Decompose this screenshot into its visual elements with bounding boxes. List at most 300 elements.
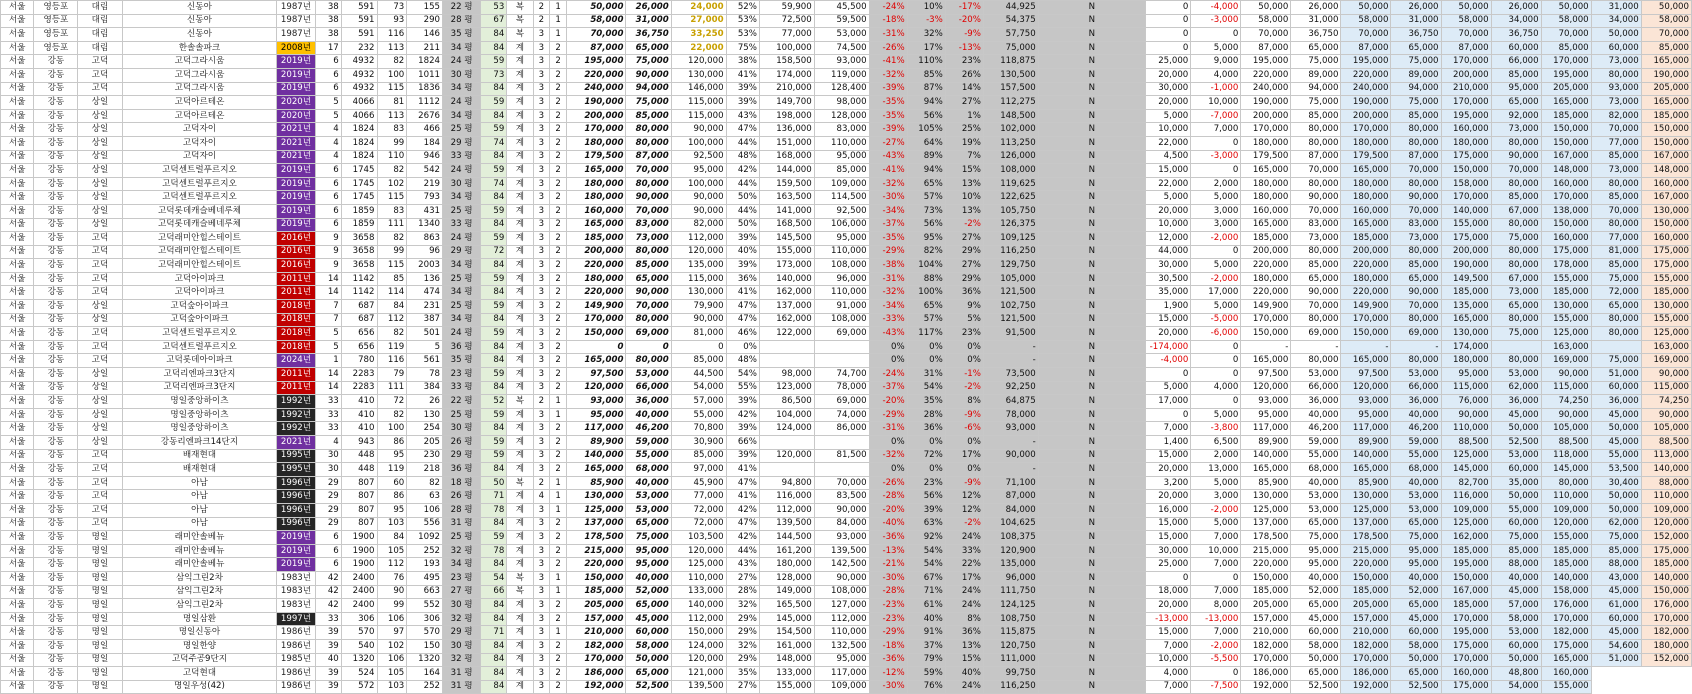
table-cell[interactable]: 2 xyxy=(550,653,567,667)
table-cell[interactable]: N xyxy=(1038,109,1145,123)
table-cell[interactable]: 22,000 xyxy=(671,41,726,55)
table-cell[interactable]: 180,000 xyxy=(1641,639,1691,653)
table-cell[interactable]: 서울 xyxy=(1,395,34,409)
table-cell[interactable]: 130 xyxy=(407,408,443,422)
table-cell[interactable]: 125,000 xyxy=(1441,517,1491,531)
table-cell[interactable]: 85,000 xyxy=(814,164,869,178)
table-cell[interactable]: 68,000 xyxy=(626,463,671,477)
table-cell[interactable]: 58,000 xyxy=(626,639,671,653)
table-cell[interactable]: 서울 xyxy=(1,164,34,178)
table-cell[interactable]: 90,000 xyxy=(983,449,1038,463)
table-cell[interactable]: 0 xyxy=(1146,41,1191,55)
table-cell[interactable]: 182,000 xyxy=(1541,626,1591,640)
table-cell[interactable]: 57% xyxy=(907,191,945,205)
table-cell[interactable]: 863 xyxy=(407,232,443,246)
table-cell[interactable]: 20,000 xyxy=(1146,327,1191,341)
table-cell[interactable]: 계 xyxy=(507,286,533,300)
table-cell[interactable]: 44% xyxy=(726,204,759,218)
table-cell[interactable]: 69,000 xyxy=(1291,327,1341,341)
table-cell[interactable]: 88,000 xyxy=(1641,476,1691,490)
table-cell[interactable]: 36,000 xyxy=(1591,395,1641,409)
table-cell[interactable]: 2 xyxy=(550,680,567,694)
table-cell[interactable]: 125,000 xyxy=(1441,449,1491,463)
table-cell[interactable]: 5,000 xyxy=(1191,476,1241,490)
table-cell[interactable]: 24% xyxy=(945,680,983,694)
table-cell[interactable]: 34 평 xyxy=(443,191,481,205)
table-cell[interactable]: -2,000 xyxy=(1191,232,1241,246)
table-cell[interactable]: 84 xyxy=(481,517,507,531)
table-cell[interactable]: 170,000 xyxy=(566,313,626,327)
table-cell[interactable]: 1320 xyxy=(341,653,377,667)
table-cell[interactable]: 2 xyxy=(533,395,550,409)
table-cell[interactable]: 136,000 xyxy=(759,123,814,137)
table-cell[interactable]: 146 xyxy=(407,28,443,42)
table-cell[interactable]: 230 xyxy=(407,449,443,463)
table-cell[interactable]: 77,000 xyxy=(1591,232,1641,246)
table-cell[interactable]: 강동 xyxy=(34,558,78,572)
table-cell[interactable]: 41% xyxy=(726,463,759,477)
table-cell[interactable]: -1,000 xyxy=(1191,82,1241,96)
table-cell[interactable]: -37% xyxy=(869,218,907,232)
table-cell[interactable]: 25 평 xyxy=(443,123,481,137)
table-cell[interactable]: 133,000 xyxy=(671,585,726,599)
table-cell[interactable]: 122,000 xyxy=(759,327,814,341)
table-cell[interactable]: 40,000 xyxy=(1391,476,1441,490)
table-cell[interactable]: 35 평 xyxy=(443,28,481,42)
table-cell[interactable]: 75,000 xyxy=(1291,531,1341,545)
table-cell[interactable]: 강동 xyxy=(34,177,78,191)
table-cell[interactable]: 강동 xyxy=(34,109,78,123)
table-cell[interactable]: 46,200 xyxy=(1391,422,1441,436)
table-cell[interactable]: 24% xyxy=(945,531,983,545)
table-cell[interactable]: 75,000 xyxy=(1391,531,1441,545)
table-cell[interactable]: 계 xyxy=(507,96,533,110)
table-cell[interactable]: 32 평 xyxy=(443,612,481,626)
table-cell[interactable]: 3 xyxy=(533,585,550,599)
table-cell[interactable]: 149,900 xyxy=(566,300,626,314)
table-cell[interactable]: 84 xyxy=(481,259,507,273)
table-cell[interactable]: 95,000 xyxy=(814,653,869,667)
table-cell[interactable]: 180,000 xyxy=(1341,177,1391,191)
table-cell[interactable]: 고덕자이 xyxy=(122,123,277,137)
table-cell[interactable]: 서울 xyxy=(1,558,34,572)
table-cell[interactable]: 102 xyxy=(377,177,407,191)
table-cell[interactable]: 47% xyxy=(726,313,759,327)
table-cell[interactable]: 5 xyxy=(315,96,341,110)
table-cell[interactable]: 42% xyxy=(726,531,759,545)
table-cell[interactable]: 고덕 xyxy=(78,340,122,354)
table-cell[interactable]: 70,000 xyxy=(626,300,671,314)
table-cell[interactable]: 79 xyxy=(377,368,407,382)
table-cell[interactable]: 220,000 xyxy=(566,558,626,572)
table-cell[interactable]: 74 xyxy=(481,136,507,150)
table-cell[interactable]: 86 xyxy=(377,436,407,450)
table-cell[interactable]: 50,000 xyxy=(1591,28,1641,42)
table-cell[interactable]: 27,000 xyxy=(671,14,726,28)
table-cell[interactable]: 2016년 xyxy=(277,232,315,246)
table-cell[interactable]: 76% xyxy=(907,680,945,694)
table-cell[interactable]: 178,000 xyxy=(1541,259,1591,273)
table-cell[interactable]: 165,000 xyxy=(566,218,626,232)
table-cell[interactable]: 73,000 xyxy=(1291,232,1341,246)
table-cell[interactable]: 165,000 xyxy=(1241,164,1291,178)
table-cell[interactable]: 0 xyxy=(1191,245,1241,259)
table-cell[interactable]: 29 xyxy=(315,503,341,517)
table-cell[interactable]: 53,000 xyxy=(1291,503,1341,517)
table-cell[interactable]: 20,000 xyxy=(1146,68,1191,82)
table-cell[interactable]: 73% xyxy=(907,204,945,218)
table-cell[interactable]: 3,000 xyxy=(1191,218,1241,232)
table-cell[interactable]: 3 xyxy=(533,177,550,191)
table-cell[interactable]: 76 xyxy=(377,571,407,585)
table-cell[interactable]: 466 xyxy=(407,123,443,137)
table-cell[interactable]: 2019년 xyxy=(277,177,315,191)
table-cell[interactable]: 2 xyxy=(550,164,567,178)
table-cell[interactable]: 강동 xyxy=(34,408,78,422)
table-cell[interactable]: 26% xyxy=(945,68,983,82)
table-cell[interactable]: 2 xyxy=(550,544,567,558)
table-cell[interactable]: 174,000 xyxy=(1441,340,1491,354)
table-cell[interactable]: 1900 xyxy=(341,531,377,545)
table-cell[interactable]: 120,000 xyxy=(671,245,726,259)
table-cell[interactable]: 17% xyxy=(945,449,983,463)
table-cell[interactable]: 강동 xyxy=(34,626,78,640)
table-cell[interactable]: 32 평 xyxy=(443,653,481,667)
table-cell[interactable]: N xyxy=(1038,585,1145,599)
table-cell[interactable]: 111 xyxy=(377,218,407,232)
table-cell[interactable]: 14 xyxy=(315,381,341,395)
table-cell[interactable]: N xyxy=(1038,571,1145,585)
table-cell[interactable]: 141,000 xyxy=(759,204,814,218)
table-cell[interactable]: 3 xyxy=(533,463,550,477)
table-cell[interactable]: 서울 xyxy=(1,612,34,626)
table-cell[interactable]: 1836 xyxy=(407,82,443,96)
table-cell[interactable]: 1340 xyxy=(407,218,443,232)
table-cell[interactable]: 105 xyxy=(377,667,407,681)
table-cell[interactable]: 150,000 xyxy=(1241,327,1291,341)
table-cell[interactable]: 93,000 xyxy=(1341,395,1391,409)
table-cell[interactable]: 15,000 xyxy=(1146,164,1191,178)
table-cell[interactable]: 79% xyxy=(907,653,945,667)
table-cell[interactable]: 170,000 xyxy=(1441,653,1491,667)
table-cell[interactable]: 10,000 xyxy=(1191,544,1241,558)
table-cell[interactable]: 2,000 xyxy=(1191,449,1241,463)
table-cell[interactable]: 59 xyxy=(481,449,507,463)
table-cell[interactable]: 삼익그린2차 xyxy=(122,571,277,585)
table-cell[interactable]: 래미안솔베뉴 xyxy=(122,558,277,572)
table-cell[interactable]: -3,000 xyxy=(1191,150,1241,164)
table-cell[interactable]: 46,200 xyxy=(626,422,671,436)
table-cell[interactable]: 31 평 xyxy=(443,667,481,681)
table-cell[interactable]: 155,000 xyxy=(1441,218,1491,232)
table-cell[interactable]: 175,000 xyxy=(1641,544,1691,558)
table-cell[interactable]: 2 xyxy=(550,667,567,681)
table-cell[interactable]: 74 xyxy=(481,177,507,191)
table-cell[interactable]: 1 xyxy=(315,354,341,368)
table-cell[interactable]: 7 xyxy=(315,313,341,327)
table-cell[interactable]: 170,000 xyxy=(1541,55,1591,69)
table-cell[interactable]: 74,250 xyxy=(1541,395,1591,409)
table-cell[interactable]: 6 xyxy=(315,68,341,82)
table-cell[interactable]: 54,000 xyxy=(1491,680,1541,694)
table-cell[interactable]: 70,000 xyxy=(1291,204,1341,218)
table-cell[interactable]: 53,000 xyxy=(1391,490,1441,504)
table-cell[interactable]: 14 xyxy=(315,272,341,286)
table-cell[interactable]: 109,125 xyxy=(983,232,1038,246)
table-cell[interactable]: 85,900 xyxy=(1241,476,1291,490)
table-cell[interactable]: 93,000 xyxy=(814,55,869,69)
table-cell[interactable]: -36% xyxy=(869,653,907,667)
table-cell[interactable]: 2019년 xyxy=(277,191,315,205)
table-cell[interactable]: 175,000 xyxy=(1441,639,1491,653)
table-cell[interactable]: 2 xyxy=(550,368,567,382)
table-cell[interactable]: 60,000 xyxy=(1591,612,1641,626)
table-cell[interactable]: 145,500 xyxy=(759,232,814,246)
table-cell[interactable]: 175,000 xyxy=(1441,150,1491,164)
table-cell[interactable]: 33 xyxy=(315,612,341,626)
table-cell[interactable]: 강동 xyxy=(34,667,78,681)
table-cell[interactable]: 102,750 xyxy=(983,300,1038,314)
table-cell[interactable]: 아남 xyxy=(122,476,277,490)
table-cell[interactable]: N xyxy=(1038,422,1145,436)
table-cell[interactable]: N xyxy=(1038,245,1145,259)
table-cell[interactable]: 179,500 xyxy=(1241,150,1291,164)
table-cell[interactable]: 106 xyxy=(377,653,407,667)
table-cell[interactable]: 서울 xyxy=(1,82,34,96)
table-cell[interactable]: -33% xyxy=(869,313,907,327)
table-cell[interactable]: 0 xyxy=(1191,395,1241,409)
table-cell[interactable]: 70,000 xyxy=(626,204,671,218)
table-cell[interactable]: 계 xyxy=(507,68,533,82)
table-cell[interactable]: 75% xyxy=(726,41,759,55)
table-cell[interactable]: 36% xyxy=(907,422,945,436)
table-cell[interactable]: 서울 xyxy=(1,585,34,599)
table-cell[interactable]: 67 xyxy=(481,14,507,28)
table-cell[interactable]: 2019년 xyxy=(277,204,315,218)
table-cell[interactable]: 80,000 xyxy=(1491,218,1541,232)
table-cell[interactable]: 39 xyxy=(315,626,341,640)
table-cell[interactable]: 66,000 xyxy=(1491,55,1541,69)
table-cell[interactable]: 118,000 xyxy=(1541,449,1591,463)
table-cell[interactable]: N xyxy=(1038,313,1145,327)
table-cell[interactable]: 34,000 xyxy=(1491,14,1541,28)
table-cell[interactable]: -35% xyxy=(869,96,907,110)
table-cell[interactable]: 501 xyxy=(407,327,443,341)
table-cell[interactable]: 12% xyxy=(945,503,983,517)
table-cell[interactable]: 17,000 xyxy=(1146,395,1191,409)
table-cell[interactable]: 215,000 xyxy=(1241,544,1291,558)
table-cell[interactable]: 81 xyxy=(377,96,407,110)
table-cell[interactable]: 144,500 xyxy=(759,531,814,545)
table-cell[interactable]: 155,000 xyxy=(759,245,814,259)
table-cell[interactable]: 2 xyxy=(550,177,567,191)
table-cell[interactable]: 165,000 xyxy=(1341,354,1391,368)
table-cell[interactable]: 185,000 xyxy=(1541,286,1591,300)
table-cell[interactable]: 65,000 xyxy=(1291,41,1341,55)
table-cell[interactable]: 36% xyxy=(945,626,983,640)
table-cell[interactable]: 상일 xyxy=(78,96,122,110)
table-cell[interactable]: 89,000 xyxy=(1391,68,1441,82)
table-cell[interactable]: 121,500 xyxy=(983,313,1038,327)
table-cell[interactable]: 아남 xyxy=(122,503,277,517)
table-cell[interactable]: 210,000 xyxy=(759,82,814,96)
table-cell[interactable]: 58,000 xyxy=(566,14,626,28)
table-cell[interactable]: 93,000 xyxy=(814,531,869,545)
table-cell[interactable]: 3 xyxy=(533,41,550,55)
table-cell[interactable]: 상일 xyxy=(78,395,122,409)
table-cell[interactable]: 65,000 xyxy=(626,599,671,613)
table-cell[interactable]: 대림 xyxy=(78,41,122,55)
table-cell[interactable]: 36,000 xyxy=(626,395,671,409)
table-cell[interactable]: 182,000 xyxy=(1341,639,1391,653)
table-cell[interactable]: 85,000 xyxy=(626,259,671,273)
table-cell[interactable]: 95,000 xyxy=(1441,368,1491,382)
table-cell[interactable]: 10,000 xyxy=(1146,123,1191,137)
table-cell[interactable]: 1 xyxy=(550,1,567,15)
table-cell[interactable]: 2,000 xyxy=(1191,177,1241,191)
table-cell[interactable]: 강동 xyxy=(34,395,78,409)
table-cell[interactable]: 신동아 xyxy=(122,28,277,42)
table-cell[interactable]: 140,000 xyxy=(1241,449,1291,463)
table-cell[interactable]: 205,000 xyxy=(566,599,626,613)
table-cell[interactable]: 계 xyxy=(507,191,533,205)
table-cell[interactable]: 58,000 xyxy=(1491,612,1541,626)
table-cell[interactable]: 556 xyxy=(407,517,443,531)
table-cell[interactable]: 75,000 xyxy=(1591,354,1641,368)
table-cell[interactable]: 2011년 xyxy=(277,286,315,300)
table-cell[interactable]: 2676 xyxy=(407,109,443,123)
table-cell[interactable]: 영등포 xyxy=(34,41,78,55)
table-cell[interactable]: 410 xyxy=(341,408,377,422)
table-cell[interactable]: 82,000 xyxy=(671,218,726,232)
table-cell[interactable]: 계 xyxy=(507,218,533,232)
table-cell[interactable]: 80,000 xyxy=(626,354,671,368)
table-cell[interactable]: 50,000 xyxy=(626,653,671,667)
table-cell[interactable]: 4932 xyxy=(341,82,377,96)
table-cell[interactable]: 387 xyxy=(407,313,443,327)
table-cell[interactable]: 72,000 xyxy=(671,517,726,531)
table-cell[interactable]: 0% xyxy=(945,340,983,354)
table-cell[interactable]: 8% xyxy=(945,612,983,626)
table-cell[interactable]: 계 xyxy=(507,204,533,218)
table-cell[interactable]: 95,000 xyxy=(1291,558,1341,572)
table-cell[interactable]: 8,000 xyxy=(1191,599,1241,613)
table-cell[interactable]: 0 xyxy=(1191,667,1241,681)
table-cell[interactable]: 7,000 xyxy=(1146,639,1191,653)
table-cell[interactable]: 80,000 xyxy=(1491,177,1541,191)
table-cell[interactable]: 80,000 xyxy=(1591,327,1641,341)
table-cell[interactable]: -37% xyxy=(869,381,907,395)
table-cell[interactable]: 180,000 xyxy=(1341,272,1391,286)
table-cell[interactable]: N xyxy=(1038,639,1145,653)
table-cell[interactable]: 서울 xyxy=(1,408,34,422)
table-cell[interactable]: -2,000 xyxy=(1191,639,1241,653)
table-cell[interactable]: 150,000 xyxy=(1441,571,1491,585)
table-cell[interactable]: 33 xyxy=(315,422,341,436)
table-cell[interactable]: 73,000 xyxy=(1591,55,1641,69)
table-cell[interactable]: 강동 xyxy=(34,340,78,354)
table-cell[interactable]: 165,000 xyxy=(566,164,626,178)
table-cell[interactable]: 120,000 xyxy=(671,544,726,558)
table-cell[interactable]: 95,000 xyxy=(1391,558,1441,572)
table-cell[interactable]: 59% xyxy=(907,667,945,681)
table-cell[interactable]: 29% xyxy=(726,653,759,667)
table-cell[interactable]: 52,500 xyxy=(1391,680,1441,694)
table-cell[interactable]: 59 xyxy=(481,232,507,246)
table-cell[interactable]: 고덕센트럴푸르지오 xyxy=(122,340,277,354)
table-cell[interactable]: 93,000 xyxy=(1591,82,1641,96)
table-cell[interactable]: 1824 xyxy=(407,55,443,69)
table-cell[interactable]: 185,000 xyxy=(1641,109,1691,123)
table-cell[interactable]: -18% xyxy=(869,639,907,653)
table-cell[interactable]: 77,000 xyxy=(671,490,726,504)
table-cell[interactable]: 120,000 xyxy=(1641,517,1691,531)
table-cell[interactable]: 185,000 xyxy=(1241,585,1291,599)
table-cell[interactable]: 3 xyxy=(533,680,550,694)
table-cell[interactable]: 83,000 xyxy=(814,123,869,137)
table-cell[interactable]: 120,000 xyxy=(671,653,726,667)
table-cell[interactable]: 161,200 xyxy=(759,544,814,558)
table-cell[interactable]: 96 xyxy=(407,245,443,259)
table-cell[interactable]: 97,500 xyxy=(1241,368,1291,382)
table-cell[interactable]: 28 평 xyxy=(443,503,481,517)
table-cell[interactable]: 6 xyxy=(315,82,341,96)
table-cell[interactable]: 69,000 xyxy=(814,327,869,341)
table-cell[interactable]: 신동아 xyxy=(122,14,277,28)
table-cell[interactable]: 22 평 xyxy=(443,1,481,15)
table-cell[interactable]: 150,000 xyxy=(1541,218,1591,232)
table-cell[interactable]: 1859 xyxy=(341,218,377,232)
table-cell[interactable]: 89,000 xyxy=(1291,68,1341,82)
table-cell[interactable]: 13% xyxy=(945,204,983,218)
table-cell[interactable]: 59,000 xyxy=(1291,436,1341,450)
table-cell[interactable]: 35% xyxy=(726,667,759,681)
table-cell[interactable]: 38 xyxy=(315,1,341,15)
table-cell[interactable]: 157,500 xyxy=(983,82,1038,96)
table-cell[interactable]: 59 xyxy=(481,164,507,178)
table-cell[interactable]: 158,500 xyxy=(759,55,814,69)
table-cell[interactable]: 1 xyxy=(550,490,567,504)
table-cell[interactable]: 상일 xyxy=(78,422,122,436)
table-cell[interactable]: 서울 xyxy=(1,96,34,110)
table-cell[interactable]: 112,000 xyxy=(814,612,869,626)
table-cell[interactable]: 53% xyxy=(726,28,759,42)
table-cell[interactable]: 56% xyxy=(907,109,945,123)
table-cell[interactable]: 87,000 xyxy=(983,490,1038,504)
table-cell[interactable]: 205 xyxy=(407,436,443,450)
table-cell[interactable]: 63 xyxy=(407,490,443,504)
table-cell[interactable]: 2 xyxy=(550,558,567,572)
table-cell[interactable]: 72,000 xyxy=(1591,286,1641,300)
table-cell[interactable]: 36,000 xyxy=(1391,395,1441,409)
table-cell[interactable]: 160,000 xyxy=(1541,232,1591,246)
table-cell[interactable]: 80,000 xyxy=(1291,245,1341,259)
table-cell[interactable]: -30% xyxy=(869,191,907,205)
table-cell[interactable]: 231 xyxy=(407,300,443,314)
table-cell[interactable]: 20,000 xyxy=(1146,204,1191,218)
table-cell[interactable]: 185,000 xyxy=(1341,232,1391,246)
table-cell[interactable]: 0 xyxy=(1146,408,1191,422)
table-cell[interactable]: 24% xyxy=(945,585,983,599)
table-cell[interactable]: 232 xyxy=(341,41,377,55)
table-cell[interactable]: 95,000 xyxy=(1491,82,1541,96)
table-cell[interactable]: 34 평 xyxy=(443,286,481,300)
table-cell[interactable]: 계 xyxy=(507,463,533,477)
table-cell[interactable]: 55,000 xyxy=(1591,449,1641,463)
table-cell[interactable]: 3 xyxy=(533,408,550,422)
table-cell[interactable]: 1092 xyxy=(407,531,443,545)
table-cell[interactable]: 44% xyxy=(726,136,759,150)
